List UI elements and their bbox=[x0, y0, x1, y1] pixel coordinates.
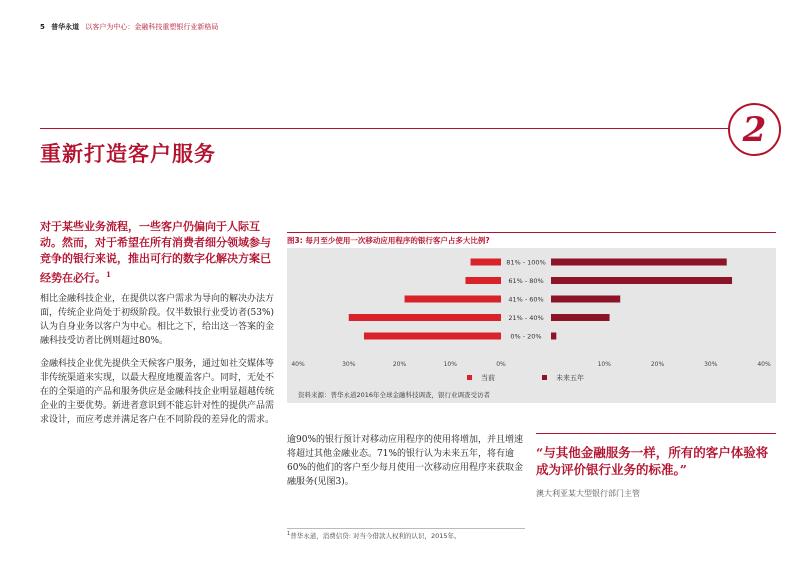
section-number-badge bbox=[728, 103, 781, 156]
x-tick-label-2: 20% bbox=[392, 361, 407, 368]
legend-label-0: 当前 bbox=[481, 374, 495, 382]
bar-current-1 bbox=[465, 277, 501, 284]
body-paragraph-2: 金融科技企业优先提供全天候客户服务，通过如社交媒体等非传统渠道来实现，以最大程度地覆盖客户。同时，无处不在的全渠道的产品和服务供应是金融科技企业明显超越传统企业的主要优势。新进者意识到不能忘针对性的提供产品需求设计，而应考虑并满足客户在不同阶段的差异化的需求。 bbox=[40, 359, 275, 425]
brand-name: 普华永道 bbox=[51, 23, 80, 31]
pull-quote: “与其他金融服务一样，所有的客户体验将成为评价银行业务的标准。” bbox=[536, 445, 769, 477]
category-label-3: 21% - 40% bbox=[508, 314, 544, 322]
lead-text: 对于某些业务流程，一些客户仍偏向于人际互动。然而，对于希望在所有消费者细分领域参与竞争的银行来说，推出可行的数字化解决方案已经势在必行。 bbox=[40, 220, 271, 285]
body-paragraph-1: 相比金融科技企业，在提供以客户需求为导向的解决办法方面，传统企业尚处于初级阶段。仅半数银行业受访者(53%)认为自身业务以客户为中心。相比之下，给出这一答案的金融科技受访者比例则超过80%。 bbox=[40, 294, 275, 346]
quote-rule bbox=[536, 433, 776, 434]
bar-future-2 bbox=[551, 296, 620, 303]
section-title: 重新打造客户服务 bbox=[40, 141, 216, 166]
footnote-text: 普华永道，消费信贷: 对当今借款人权利的认识，2015年。 bbox=[290, 532, 461, 541]
legend-swatch-1 bbox=[542, 375, 547, 380]
bar-current-4 bbox=[364, 333, 501, 340]
chart-top-rule bbox=[287, 232, 776, 233]
bar-current-3 bbox=[349, 314, 501, 321]
category-label-4: 0% - 20% bbox=[510, 332, 542, 341]
legend-label-1: 未来五年 bbox=[556, 374, 584, 382]
x-tick-label-5: 10% bbox=[597, 361, 611, 368]
footnote bbox=[287, 531, 461, 540]
lead-footnote-ref: 1 bbox=[106, 270, 111, 279]
bar-future-4 bbox=[551, 333, 556, 340]
footnote-number: 1 bbox=[287, 531, 291, 537]
section-divider bbox=[40, 128, 730, 129]
x-tick-label-6: 20% bbox=[650, 361, 665, 368]
category-label-1: 61% - 80% bbox=[508, 277, 544, 285]
legend-swatch-0 bbox=[467, 375, 472, 380]
bar-future-3 bbox=[551, 314, 610, 321]
document-subtitle: 以客户为中心：金融科技重塑银行业新格局 bbox=[85, 23, 219, 31]
lead-paragraph bbox=[40, 219, 278, 287]
bar-current-0 bbox=[471, 259, 501, 266]
category-label-0: 81% - 100% bbox=[506, 258, 546, 267]
x-tick-label-8: 40% bbox=[757, 361, 771, 368]
bar-future-0 bbox=[551, 259, 727, 266]
body-paragraph-3: 逾90%的银行预计对移动应用程序的使用将增加，并且增速将超过其他金融业态。71%的银行认为未来五年，将有逾60%的他们的客户至少每月使用一次移动应用程序来获取金融服务(见图3)。 bbox=[287, 435, 524, 487]
page-header bbox=[40, 22, 218, 32]
quote-source: 澳大利亚某大型银行部门主管 bbox=[536, 489, 640, 498]
bar-future-1 bbox=[551, 277, 732, 284]
page-number: 5 bbox=[40, 23, 45, 31]
category-label-2: 41% - 60% bbox=[508, 295, 544, 304]
butterfly-bar-chart bbox=[287, 248, 776, 403]
x-tick-label-3: 10% bbox=[443, 361, 457, 368]
bar-current-2 bbox=[405, 296, 501, 303]
chart-title: 图3: 每月至少使用一次移动应用程序的银行客户占多大比例? bbox=[287, 236, 490, 245]
section-number: 2 bbox=[742, 109, 767, 150]
x-tick-label-4: 0% bbox=[496, 361, 506, 368]
x-tick-label-0: 40% bbox=[291, 361, 305, 368]
chart-source: 资料来源：普华永道2016年全球金融科技调查，银行业调查受访者 bbox=[298, 391, 491, 399]
x-tick-label-7: 30% bbox=[704, 361, 718, 368]
x-tick-label-1: 30% bbox=[342, 361, 356, 368]
footnote-rule bbox=[287, 528, 525, 529]
